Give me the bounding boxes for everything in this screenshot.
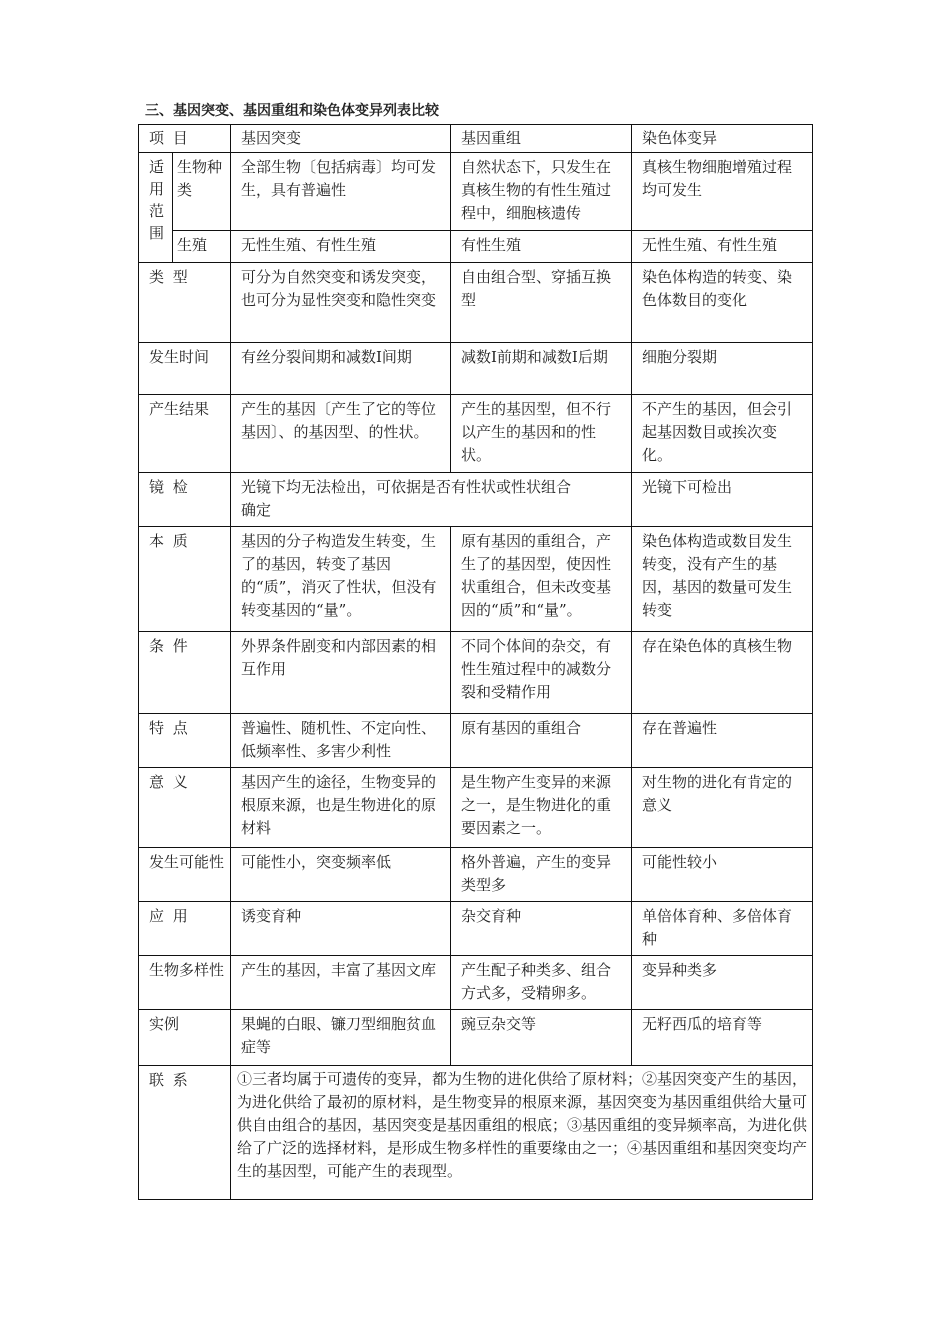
cell-gene-mutation: 基因产生的途径，生物变异的根原来源，也是生物进化的原材料 — [231, 768, 451, 848]
table-row — [139, 395, 813, 473]
cell-gene-mutation: 全部生物〔包括病毒〕均可发生，具有普遍性 — [231, 153, 451, 231]
table-row — [139, 956, 813, 1010]
table-row — [139, 263, 813, 343]
cell-chromosome-variation: 不产生的基因，但会引起基因数目或挨次变化。 — [632, 395, 813, 473]
header-gene-mutation: 基因突变 — [231, 125, 451, 153]
cell-gene-recombination: 产生配子种类多、组合方式多，受精卵多。 — [451, 956, 632, 1010]
table-row — [139, 527, 813, 632]
header-chromosome-variation: 染色体变异 — [632, 125, 813, 153]
row-label: 特 点 — [139, 714, 231, 768]
relation-row — [139, 1066, 813, 1200]
cell-gene-recombination: 自由组合型、穿插互换型 — [451, 263, 632, 343]
cell-mutation-recombination-merged: 光镜下均无法检出，可依据是否有性状或性状组合确定 — [231, 473, 632, 527]
table-row — [139, 473, 813, 527]
row-label: 条 件 — [139, 632, 231, 714]
cell-gene-recombination: 有性生殖 — [451, 231, 632, 263]
table-row — [139, 153, 813, 231]
cell-gene-recombination: 是生物产生变异的来源之一，是生物进化的重要因素之一。 — [451, 768, 632, 848]
row-label: 本 质 — [139, 527, 231, 632]
row-label: 应 用 — [139, 902, 231, 956]
cell-gene-mutation: 可能性小，突变频率低 — [231, 848, 451, 902]
row-label: 意 义 — [139, 768, 231, 848]
cell-gene-mutation: 有丝分裂间期和减数Ⅰ间期 — [231, 343, 451, 395]
cell-chromosome-variation: 单倍体育种、多倍体育种 — [632, 902, 813, 956]
cell-gene-mutation: 产生的基因，丰富了基因文库 — [231, 956, 451, 1010]
cell-gene-recombination: 产生的基因型，但不行以产生的基因和的性状。 — [451, 395, 632, 473]
cell-chromosome-variation: 对生物的进化有肯定的意义 — [632, 768, 813, 848]
cell-chromosome-variation: 变异种类多 — [632, 956, 813, 1010]
row-label: 生物多样性 — [139, 956, 231, 1010]
table-row — [139, 1010, 813, 1066]
table-row — [139, 848, 813, 902]
cell-chromosome-variation: 细胞分裂期 — [632, 343, 813, 395]
header-gene-recombination: 基因重组 — [451, 125, 632, 153]
table-row — [139, 231, 813, 263]
row-label: 镜 检 — [139, 473, 231, 527]
row-label-relation: 联 系 — [139, 1066, 231, 1200]
table-row — [139, 768, 813, 848]
header-row — [139, 125, 813, 153]
cell-gene-recombination: 自然状态下，只发生在真核生物的有性生殖过程中，细胞核遗传 — [451, 153, 632, 231]
cell-chromosome-variation: 染色体构造或数目发生转变，没有产生的基因，基因的数量可发生转变 — [632, 527, 813, 632]
page-title: 三、基因突变、基因重组和染色体变异列表比较 — [145, 103, 439, 119]
cell-gene-mutation: 无性生殖、有性生殖 — [231, 231, 451, 263]
table-row — [139, 343, 813, 395]
row-label: 产生结果 — [139, 395, 231, 473]
cell-gene-mutation: 普遍性、随机性、不定向性、低频率性、多害少利性 — [231, 714, 451, 768]
cell-gene-recombination: 原有基因的重组合 — [451, 714, 632, 768]
cell-gene-mutation: 基因的分子构造发生转变，生了的基因，转变了基因的“质”，消灭了性状，但没有转变基因的“量”。 — [231, 527, 451, 632]
row-label: 发生时间 — [139, 343, 231, 395]
cell-chromosome-variation: 可能性较小 — [632, 848, 813, 902]
cell-gene-mutation: 可分为自然突变和诱发突变，也可分为显性突变和隐性突变 — [231, 263, 451, 343]
cell-gene-recombination: 格外普遍，产生的变异类型多 — [451, 848, 632, 902]
cell-gene-recombination: 豌豆杂交等 — [451, 1010, 632, 1066]
relation-text: ①三者均属于可遗传的变异，都为生物的进化供给了原材料；②基因突变产生的基因，为进化供给了最初的原材料，是生物变异的根原来源，基因突变为基因重组供给大量可供自由组合的基因，基因突变是基因重组的根底；③基因重组的变异频率高，为进化供给了广泛的选择材料，是形成生物多样性的重要缘由之一；④基因重组和基因突变均产生的基因型，可能产生的表现型。 — [231, 1066, 813, 1200]
row-label-scope: 适用范围 — [139, 153, 173, 263]
cell-chromosome-variation: 存在染色体的真核生物 — [632, 632, 813, 714]
cell-gene-mutation: 诱变育种 — [231, 902, 451, 956]
cell-gene-mutation: 外界条件剧变和内部因素的相互作用 — [231, 632, 451, 714]
table-row — [139, 902, 813, 956]
cell-gene-recombination: 减数Ⅰ前期和减数Ⅰ后期 — [451, 343, 632, 395]
cell-chromosome-variation: 存在普遍性 — [632, 714, 813, 768]
row-sublabel: 生殖 — [173, 231, 231, 263]
table-row — [139, 714, 813, 768]
header-item: 项 目 — [139, 125, 231, 153]
cell-chromosome-variation: 无籽西瓜的培育等 — [632, 1010, 813, 1066]
cell-gene-recombination: 不同个体间的杂交，有性生殖过程中的减数分裂和受精作用 — [451, 632, 632, 714]
table-row — [139, 632, 813, 714]
row-label: 发生可能性 — [139, 848, 231, 902]
row-label: 类 型 — [139, 263, 231, 343]
cell-gene-mutation: 果蝇的白眼、镰刀型细胞贫血症等 — [231, 1010, 451, 1066]
cell-chromosome-variation: 染色体构造的转变、染色体数目的变化 — [632, 263, 813, 343]
cell-chromosome-variation: 光镜下可检出 — [632, 473, 813, 527]
cell-gene-recombination: 原有基因的重组合，产生了的基因型，使因性状重组合，但未改变基因的“质”和“量”。 — [451, 527, 632, 632]
cell-chromosome-variation: 无性生殖、有性生殖 — [632, 231, 813, 263]
cell-gene-recombination: 杂交育种 — [451, 902, 632, 956]
cell-chromosome-variation: 真核生物细胞增殖过程均可发生 — [632, 153, 813, 231]
row-label: 实例 — [139, 1010, 231, 1066]
comparison-table — [138, 124, 813, 1200]
cell-gene-mutation: 产生的基因〔产生了它的等位基因〕、的基因型、的性状。 — [231, 395, 451, 473]
row-sublabel: 生物种类 — [173, 153, 231, 231]
